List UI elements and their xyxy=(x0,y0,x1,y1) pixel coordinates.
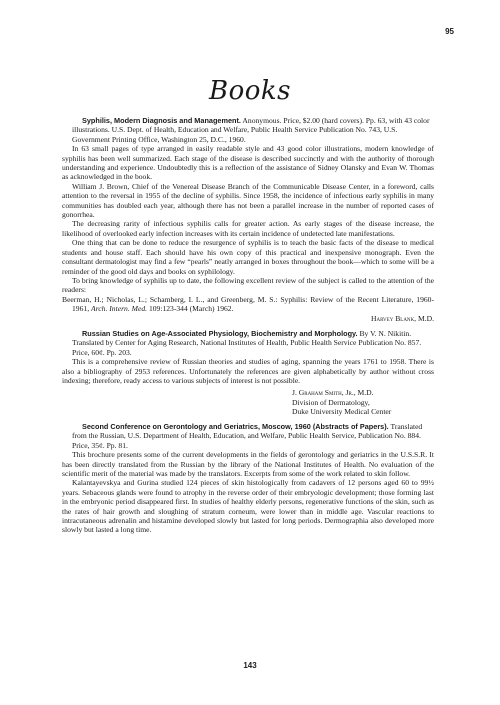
book-title: Second Conference on Gerontology and Geriatrics, Moscow, 1960 (Abstracts of Papers). xyxy=(82,421,389,431)
book-title: Russian Studies on Age-Associated Physiology, Biochemistry and Morphology. xyxy=(82,328,358,338)
review-paragraph: William J. Brown, Chief of the Venereal Disease Branch of the Communicable Disease Center, in a foreword, calls attention to the reversal in 1955 of the decline of syphilis. Since 1958, the incidence of infectious early syphilis in many communities has doubled each year, although there has not been a parallel increase in the number of reported cases of gonorrhea. xyxy=(62,181,434,220)
book-details: Translated from the Russian, U.S. Department of Health, Education, and Welfare, Public Health Service, Publication No. 884. Price, 35¢. Pp. 81. xyxy=(72,421,423,450)
review-paragraph: Kalantayevskya and Gurina studied 124 pieces of skin histologically from cadavers of 12 persons aged 60 to 99½ years. Sebaceous glands were found to atrophy in the reverse order of their embryologic development; those forming last in the embryonic period disappeared first. In studies of healthy elderly persons, regenerative functions of the skin, such as the rates of hair growth and sloughing of stratum corneum, were lower than in middle age. Vascular reactions to intracutaneous adrenalin and histamine developed slowly but lasted for long periods. Dermographia also developed more slowly but lasted a long time. xyxy=(62,478,434,535)
book-title: Syphilis, Modern Diagnosis and Management. xyxy=(82,116,241,125)
page-number: 95 xyxy=(445,27,454,36)
review-paragraph: This brochure presents some of the current developments in the fields of gerontology and geriatrics in the U.S.S.R. It has been directly translated from the Russian by the library of the National Institutes of Health. No evaluation of the scientific merit of the material was made by the translators. Excerpts from some of the work related to skin follow. xyxy=(62,450,434,479)
review-paragraph: This is a comprehensive review of Russian theories and studies of aging, spanning the years 1761 to 1958. There is also a bibliography of 2953 references. Unfortunately the references are given alphabetically by author without cross indexing; therefore, ready access to various subjects of interest is not possible. xyxy=(62,357,434,385)
review-paragraph: One thing that can be done to reduce the resurgence of syphilis is to teach the basic facts of the disease to medical students and house staff. Each should have his own copy of this practical and inexpensive monograph. Even the consultant dermatologist may find a few “pearls” neatly arranged in boxes throughout the book—which to some will be a reminder of the good old days and books on syphilology. xyxy=(62,238,434,276)
literature-reference xyxy=(62,295,434,314)
reference-journal: Arch. Intern. Med. xyxy=(91,304,148,314)
review-russian-studies xyxy=(62,329,434,416)
review-paragraph: The decreasing rarity of infectious syphilis calls for greater action. As early stages of the disease increase, the likelihood of overlooked early infection increases with its certain incidence of undetected late manifestations. xyxy=(62,219,434,238)
journal-folio: 143 xyxy=(243,661,257,670)
reviewer-signature-block xyxy=(292,388,434,416)
book-details: By V. N. Nikitin. Translated by Center for Aging Research, National Institutes of Health, Public Health Service Publication No. 857. Price, 60¢. Pp. 203. xyxy=(72,328,422,357)
reviewer-institution: Duke University Medical Center xyxy=(292,406,392,416)
book-details: Anonymous. Price, $2.00 (hard covers). Pp. 63, with 43 color illustrations. U.S. Dept. of Health, Education and Welfare, Public Health Service Publication No. 743, U.S. Government Printing Office, Washington 25, D.C., 1960. xyxy=(72,116,430,144)
reviewer-division: Division of Dermatology, xyxy=(292,397,370,407)
reviews-column xyxy=(62,110,434,535)
reviewer-name: J. Graham Smith, Jr., M.D. xyxy=(292,388,374,398)
review-entry xyxy=(62,116,434,144)
reviewer-signature: Harvey Blank, M.D. xyxy=(371,313,434,323)
reference-citation: 109:123-344 (March) 1962. xyxy=(148,304,234,314)
review-gerontology-conference xyxy=(62,422,434,535)
review-syphilis xyxy=(62,116,434,323)
section-heading: Books xyxy=(208,76,291,106)
review-entry xyxy=(62,422,434,450)
review-paragraph: To bring knowledge of syphilis up to date, the following excellent review of the subject is called to the attention of the readers: xyxy=(62,275,434,295)
reference-authors: Beerman, H.; Nicholas, L.; Schamberg, I. L., and Greenberg, M. S.: Syphilis: Review of the Recent Literature, 1960-1961, xyxy=(62,294,434,314)
review-entry xyxy=(62,329,434,357)
review-paragraph: In 63 small pages of type arranged in easily readable style and 43 good color illustrations, modern knowledge of syphilis has been well summarized. Each stage of the disease is described succinctly and with the authority of thorough understanding and experience. Undoubtedly this is a reflection of the assistance of Sidney Olansky and Evan W. Thomas as acknowledged in the book. xyxy=(62,144,434,182)
